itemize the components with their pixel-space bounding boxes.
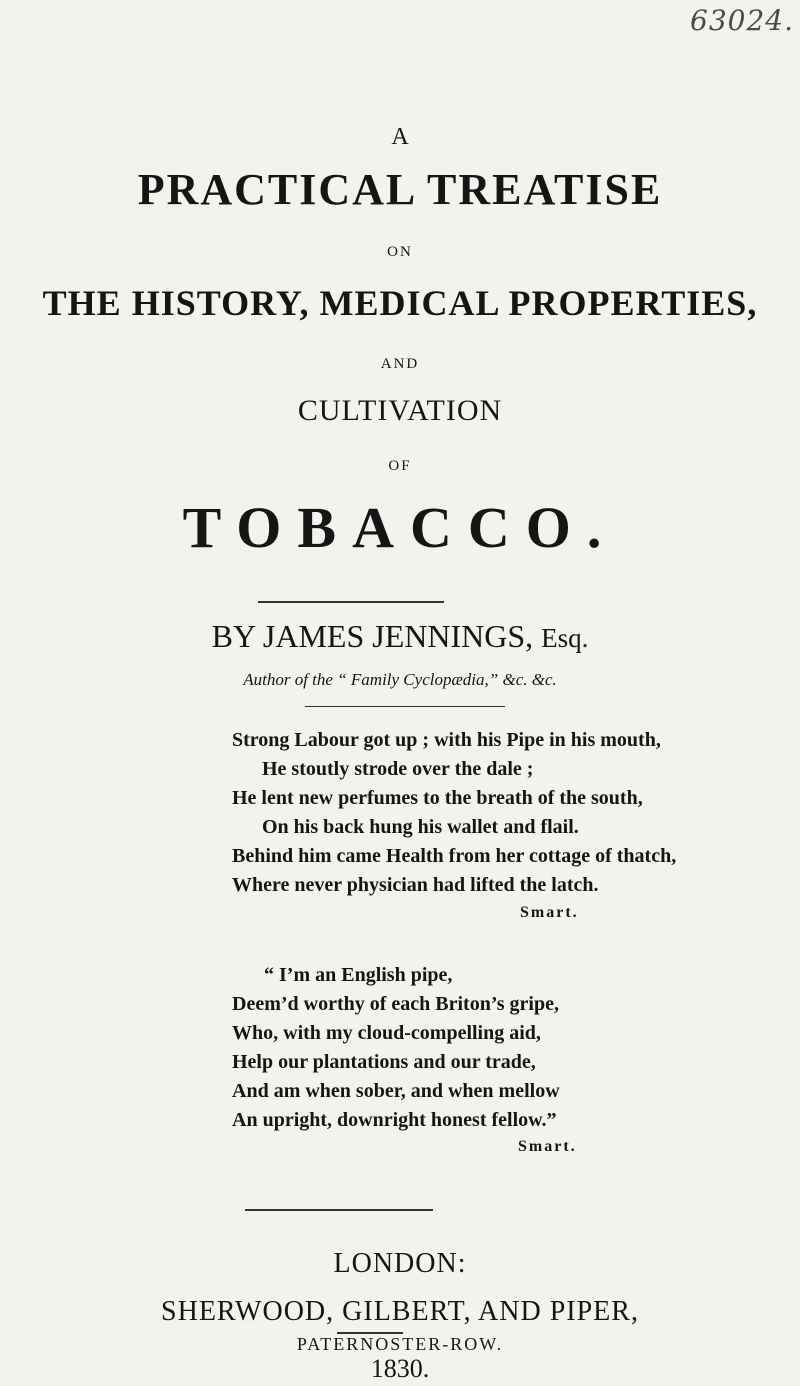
title-line-4: TOBACCO. (182, 495, 618, 560)
title-and: AND (380, 356, 420, 372)
imprint-address: PATERNOSTER-ROW. (296, 1334, 504, 1354)
title-on: ON (387, 244, 413, 260)
author-name: BY JAMES JENNINGS, (211, 618, 534, 654)
verse-line: Help our plantations and our trade, (232, 1051, 536, 1073)
epigraph-attribution: Smart. (518, 1138, 577, 1155)
epigraph-attribution: Smart. (520, 904, 579, 921)
shelfmark-annotation: 63024. (690, 4, 794, 37)
title-line-2: THE HISTORY, MEDICAL PROPERTIES, (42, 283, 758, 323)
verse-line: Deem’d worthy of each Briton’s gripe, (232, 993, 559, 1015)
author-credit: Author of the “ Family Cyclopædia,” &c. &c. (243, 670, 557, 689)
verse-line: On his back hung his wallet and flail. (262, 816, 579, 838)
divider-rule (305, 706, 505, 707)
author-byline (0, 618, 800, 655)
verse-line: And am when sober, and when mellow (232, 1080, 560, 1102)
divider-rule (337, 1332, 403, 1334)
verse-line: Strong Labour got up ; with his Pipe in his mouth, (232, 729, 661, 751)
title-line-3: CULTIVATION (297, 394, 503, 427)
verse-line: He lent new perfumes to the breath of the south, (232, 787, 643, 809)
divider-rule (258, 601, 444, 603)
verse-line: He stoutly strode over the dale ; (262, 758, 534, 780)
verse-line: Behind him came Health from her cottage of thatch, (232, 845, 677, 867)
imprint-publisher: SHERWOOD, GILBERT, AND PIPER, (161, 1296, 639, 1327)
title-of: OF (388, 458, 412, 474)
verse-line: “ I’m an English pipe, (264, 964, 453, 986)
imprint-year: 1830. (370, 1354, 430, 1383)
verse-line: An upright, downright honest fellow.” (232, 1109, 557, 1131)
divider-rule (245, 1209, 433, 1211)
title-article: A (391, 124, 409, 150)
verse-line: Where never physician had lifted the latch. (232, 874, 599, 896)
imprint-city: LONDON: (333, 1248, 467, 1279)
verse-line: Who, with my cloud-compelling aid, (232, 1022, 541, 1044)
author-suffix: Esq. (541, 623, 589, 653)
title-line-1: PRACTICAL TREATISE (137, 165, 663, 214)
